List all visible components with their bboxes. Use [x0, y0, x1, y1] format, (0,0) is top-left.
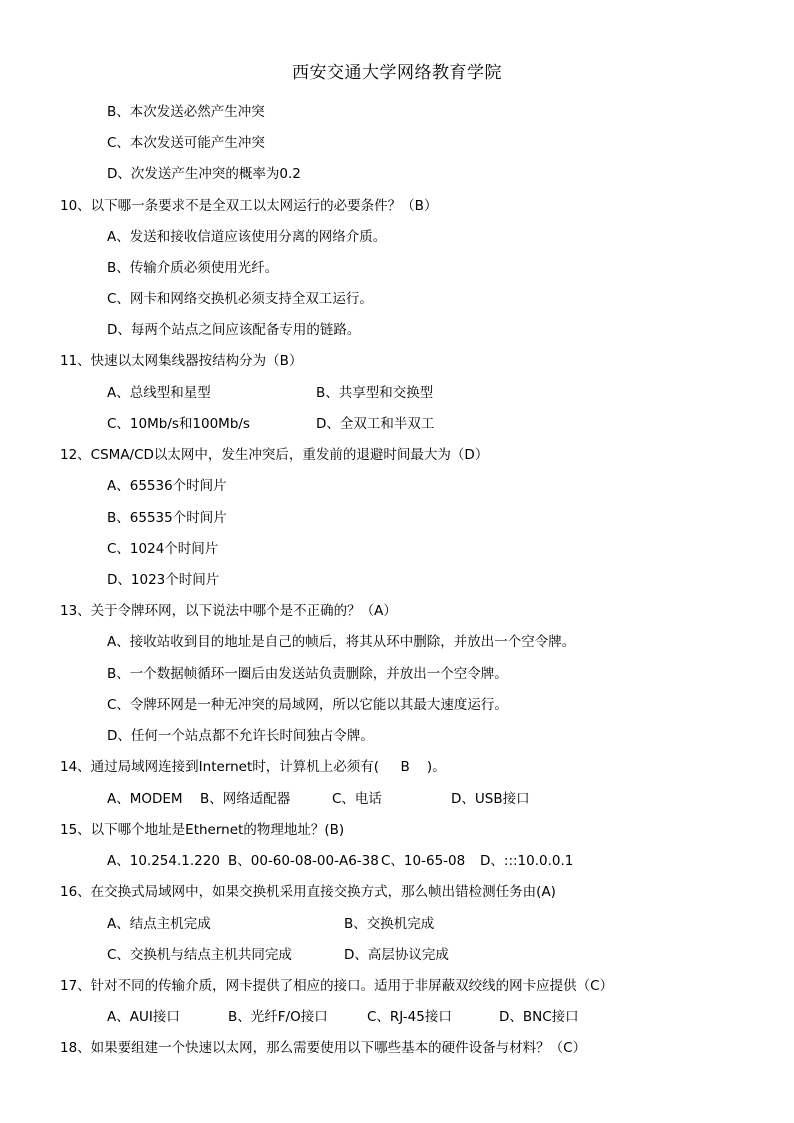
- option-line: D、次发送产生冲突的概率为0.2: [107, 166, 301, 182]
- option-d: D、高层协议完成: [344, 947, 449, 963]
- option-line: A、发送和接收信道应该使用分离的网络介质。: [107, 229, 387, 245]
- option-line: A、接收站收到目的地址是自己的帧后，将其从环中删除，并放出一个空令牌。: [107, 634, 576, 650]
- option-c: C、10-65-08: [381, 853, 466, 869]
- question-10: 10、以下哪一条要求不是全双工以太网运行的必要条件？（B）: [60, 198, 438, 214]
- option-a: A、AUI接口: [107, 1009, 180, 1025]
- option-d: D、:::10.0.0.1: [480, 853, 574, 869]
- document-header: 西安交通大学网络教育学院: [292, 63, 502, 83]
- question-15: 15、以下哪个地址是Ethernet的物理地址？(B): [60, 822, 345, 838]
- question-11: 11、快速以太网集线器按结构分为（B）: [60, 353, 303, 369]
- option-line: C、令牌环网是一种无冲突的局域网，所以它能以其最大速度运行。: [107, 697, 508, 713]
- question-16: 16、在交换式局域网中，如果交换机采用直接交换方式，那么帧出错检测任务由(A): [60, 884, 556, 900]
- option-line: D、1023个时间片: [107, 572, 220, 588]
- option-line: C、网卡和网络交换机必须支持全双工运行。: [107, 291, 373, 307]
- question-13: 13、关于令牌环网，以下说法中哪个是不正确的？（A）: [60, 603, 397, 619]
- option-line: D、任何一个站点都不允许长时间独占令牌。: [107, 728, 374, 744]
- question-14: 14、通过局域网连接到Internet时，计算机上必须有( B )。: [60, 759, 446, 775]
- option-d: D、USB接口: [451, 791, 530, 807]
- option-c: C、交换机与结点主机共同完成: [107, 947, 292, 963]
- question-18: 18、如果要组建一个快速以太网，那么需要使用以下哪些基本的硬件设备与材料？（C）: [60, 1040, 587, 1056]
- option-c: C、10Mb/s和100Mb/s: [107, 416, 250, 432]
- option-d: D、全双工和半双工: [316, 416, 435, 432]
- option-line: B、65535个时间片: [107, 510, 227, 526]
- option-line: B、一个数据帧循环一圈后由发送站负责删除，并放出一个空令牌。: [107, 666, 508, 682]
- option-a: A、MODEM: [107, 791, 183, 807]
- option-d: D、BNC接口: [499, 1009, 579, 1025]
- option-line: A、65536个时间片: [107, 478, 227, 494]
- option-a: A、结点主机完成: [107, 916, 211, 932]
- option-b: B、网络适配器: [200, 791, 291, 807]
- option-b: B、交换机完成: [344, 916, 435, 932]
- option-b: B、共享型和交换型: [316, 385, 434, 401]
- question-17: 17、针对不同的传输介质，网卡提供了相应的接口。适用于非屏蔽双绞线的网卡应提供（C）: [60, 978, 614, 994]
- option-b: B、00-60-08-00-A6-38: [228, 853, 379, 869]
- question-12: 12、CSMA/CD以太网中，发生冲突后，重发前的退避时间最大为（D）: [60, 447, 489, 463]
- option-line: B、本次发送必然产生冲突: [107, 104, 265, 120]
- option-line: C、本次发送可能产生冲突: [107, 135, 265, 151]
- option-line: D、每两个站点之间应该配备专用的链路。: [107, 322, 361, 338]
- option-b: B、光纤F/O接口: [228, 1009, 328, 1025]
- option-a: A、10.254.1.220: [107, 853, 220, 869]
- option-line: C、1024个时间片: [107, 541, 219, 557]
- option-c: C、RJ-45接口: [367, 1009, 452, 1025]
- option-line: B、传输介质必须使用光纤。: [107, 260, 279, 276]
- option-c: C、电话: [332, 791, 382, 807]
- option-a: A、总线型和星型: [107, 385, 211, 401]
